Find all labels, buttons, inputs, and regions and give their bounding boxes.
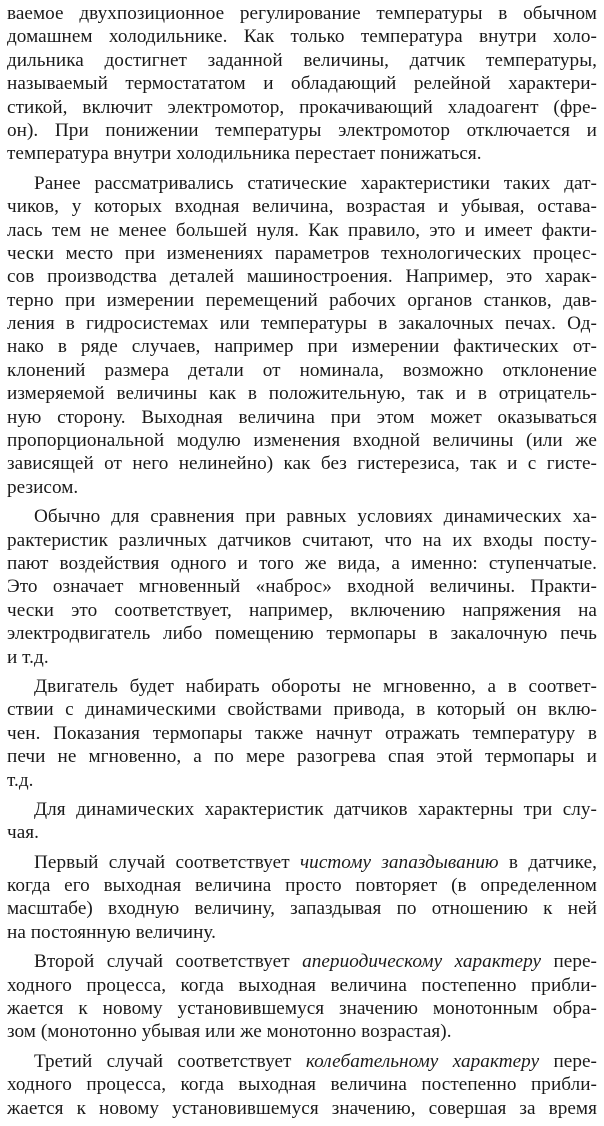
text-line: и т.д. [7, 646, 49, 668]
paragraph [7, 851, 597, 945]
text-line: ствии с динамическими свойствами привода, в который он вклю- [7, 699, 597, 721]
book-page-text [7, 2, 597, 1126]
italic-term: апериодическому характеру [302, 951, 542, 973]
text-line: ваемое двухпозиционное регулирование температуры в обычном [7, 3, 597, 24]
text-line: сов производства деталей машиностроения. Например, это харак- [7, 266, 597, 288]
text-line: жается к новому установившемуся значению, совершая за время [7, 1097, 597, 1119]
text-line: т.д. [7, 769, 34, 791]
paragraph [7, 950, 597, 1044]
italic-term: колебательному характеру [305, 1050, 540, 1072]
text-line: чен. Показания термопары также начнут отражать температуру в [7, 722, 597, 744]
text-line: зависящей от него нелинейно) как без гистерезиса, так и с гисте- [7, 453, 597, 475]
text-line: клонений размера детали от номинала, возможно отклонение [7, 359, 597, 381]
text-line: жается к новому установившемуся значению монотонным обра- [7, 998, 597, 1020]
text-line: Второй случай соответствует апериодическому характеру пере- [34, 951, 597, 973]
paragraph [7, 505, 597, 669]
paragraph [7, 172, 597, 499]
text-line: масштабе) входную величину, запаздывая по отношению к ней [7, 898, 597, 920]
paragraph [7, 798, 597, 845]
text-line: стикой, включит электромотор, прокачивающий хладоагент (фре- [7, 96, 597, 118]
text-line: Третий случай соответствует колебательному характеру пере- [34, 1050, 597, 1072]
text-line: чиков, у которых входная величина, возрастая и убывая, остава- [7, 196, 597, 218]
paragraph [7, 2, 597, 166]
text-line: Ранее рассматривались статические характеристики таких дат- [34, 172, 597, 194]
italic-term: чистому запаздыванию [299, 851, 499, 873]
text-line: терно при измерении перемещений рабочих органов станков, дав- [7, 289, 597, 311]
paragraph [7, 675, 597, 792]
text-line: чески место при изменениях параметров технологических процес- [7, 242, 597, 264]
text-line: печи не мгновенно, а по мере разогрева спая этой термопары и [7, 746, 597, 768]
text-line: дильника достигнет заданной величины, датчик температуры, [7, 49, 597, 71]
text-line: пают воздействия одного и того же вида, а именно: ступенчатые. [7, 552, 597, 574]
text-line: чески это соответствует, например, включению напряжения на [7, 599, 597, 621]
text-line: Двигатель будет набирать обороты не мгновенно, а в соответ- [34, 675, 597, 697]
text-line: он). При понижении температуры электромотор отключается и [7, 119, 597, 141]
text-line: измеряемой величины как в положительную, так и в отрицатель- [7, 383, 597, 405]
text-line: нако в ряде случаев, например при измерении фактических от- [7, 336, 597, 358]
text-line: ходного процесса, когда выходная величина постепенно прибли- [7, 1074, 597, 1096]
text-line: чая. [7, 822, 39, 844]
text-line: на постоянную величину. [7, 921, 216, 943]
text-line: домашнем холодильнике. Как только температура внутри холо- [7, 26, 597, 48]
text-line: ления в гидросистемах или температуры в закалочных печах. Од- [7, 313, 597, 335]
text-line: Обычно для сравнения при равных условиях динамических ха- [34, 506, 597, 528]
text-line: резисом. [7, 476, 79, 498]
paragraph [7, 1050, 597, 1120]
text-line: лась тем не менее большей нуля. Как правило, это и имеет факти- [7, 219, 597, 241]
text-line: рактеристик различных датчиков считают, что на их входы посту- [7, 529, 597, 551]
text-line: Это означает мгновенный «наброс» входной величины. Практи- [7, 576, 597, 598]
text-line: Первый случай соответствует чистому запаздыванию в датчике, [34, 851, 597, 873]
text-line: ную сторону. Выходная величина при этом может оказываться [7, 406, 597, 428]
text-line: электродвигатель либо помещению термопары в закалочную печь [7, 623, 597, 645]
text-line: пропорциональной модулю изменения входной величины (или же [7, 430, 597, 452]
text-line: зом (монотонно убывая или же монотонно возрастая). [7, 1021, 452, 1043]
text-line: когда его выходная величина просто повторяет (в определенном [7, 875, 597, 897]
text-line: температура внутри холодильника перестает понижаться. [7, 143, 482, 165]
text-line: ходного процесса, когда выходная величина постепенно прибли- [7, 974, 597, 996]
text-line: называемый термостататом и обладающий релейной характери- [7, 73, 597, 95]
text-line: Для динамических характеристик датчиков характерны три слу- [34, 798, 597, 820]
